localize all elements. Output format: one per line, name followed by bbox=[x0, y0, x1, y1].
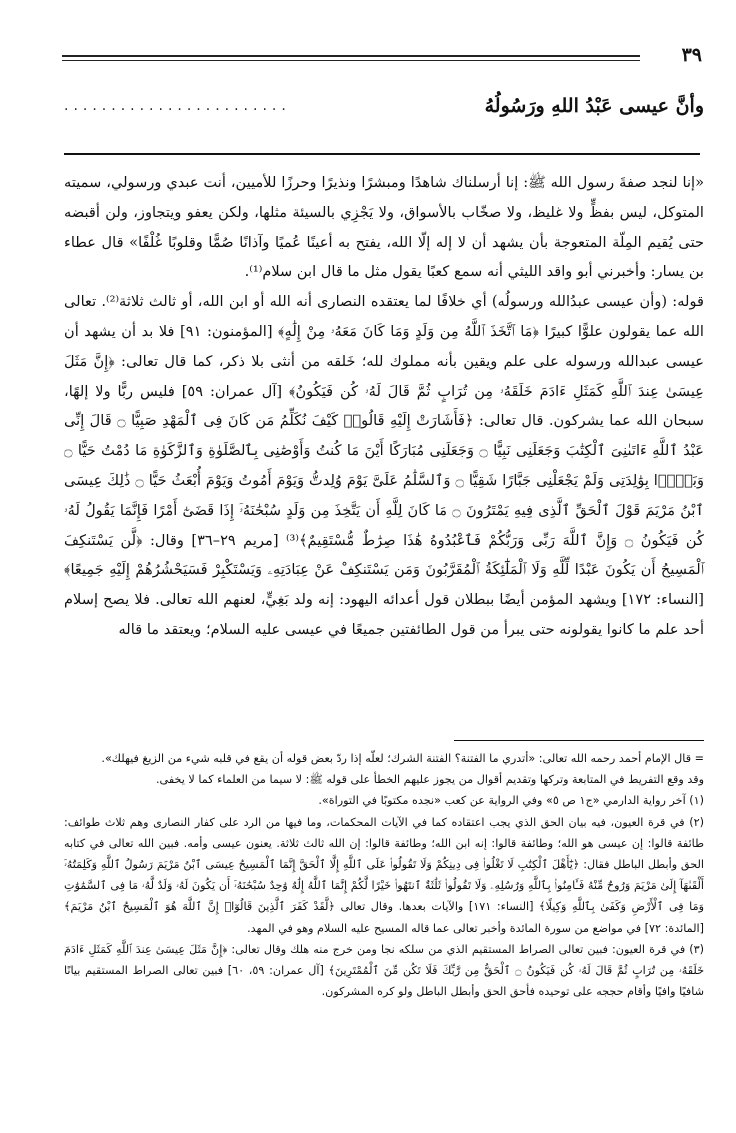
footnote: (١) آخر رواية الدارمي «ج١ ص ٥» وفي الرواية عن كعب «نجده مكتوبًا في التوراة». bbox=[318, 794, 704, 808]
page-header bbox=[62, 38, 702, 72]
footnote: = قال الإمام أحمد رحمه الله تعالى: «أتدري ما الفتنة؟ الفتنة الشرك؛ لعلّه إذا ردّ بعض قوله أن يقع في قلبه شيء من الزيغ فيهلك». bbox=[101, 752, 704, 765]
footnote: وقد وقع التفريط في المتابعة وتركها وتقديم أقوال من يجوز عليهم الخطأ على قوله ﷺ: لا سيما من العلماء كما لا يخفى. bbox=[155, 773, 704, 787]
footnote: (٢) في قرة العيون، فيه بيان الحق الذي يجب اعتقاده كما في الآيات المحكمات، وما فيها من الرد على كفار النصارى وهم ثلاث طوائف: طائفة قالوا: إن عيسى هو الله؛ وطائفة قالوا: إنه ابن الله؛ وطائفة قالوا: إن الله ثالث ثلاثة. يعنون عيسى وأمه. فبين الله تعالى في كتابه الحق وأبطل الباطل فقال: ﴿يَٰٓأَهْلَ ٱلْكِتَٰبِ لَا تَغْلُوا۟ فِى دِينِكُمْ وَلَا تَقُولُوا۟ عَلَى ٱللَّهِ إِلَّا ٱلْحَقَّ إِنَّمَا ٱلْمَسِيحُ عِيسَى ٱبْنُ مَرْيَمَ رَسُولُ ٱللَّهِ وَكَلِمَتُهُۥٓ أَلْقَىٰهَآ إِلَىٰ مَرْيَمَ وَرُوحٌ مِّنْهُ فَـَٔامِنُوا۟ بِٱللَّهِ وَرُسُلِهِۦ وَلَا تَقُولُوا۟ ثَلَٰثَةٌ ٱنتَهُوا۟ خَيْرًا لَّكُمْ إِنَّمَا ٱللَّهُ إِلَٰهٌ وَٰحِدٌ سُبْحَٰنَهُۥٓ أَن يَكُونَ لَهُۥ وَلَدٌ لَّهُۥ مَا فِى ٱلسَّمَٰوَٰتِ وَمَا فِى ٱلْأَرْضِ وَكَفَىٰ بِٱللَّهِ وَكِيلًا﴾ [النساء: ١٧١] والآيات بعدها. وقال تعالى ﴿لَّقَدْ كَفَرَ ٱلَّذِينَ قَالُوٓا۟ إِنَّ ٱللَّهَ هُوَ ٱلْمَسِيحُ ٱبْنُ مَرْيَمَ﴾ [المائدة: ٧٢] في مواضع من سورة المائدة وأخبر تعالى عما قاله المسيح عليه السلام وهو في المهد. bbox=[64, 815, 704, 935]
page-number: ٣٩ bbox=[681, 44, 702, 66]
footnote-divider bbox=[454, 740, 704, 741]
main-text bbox=[64, 168, 704, 645]
paragraph: قوله: (وأن عيسى عبدُالله ورسولُه) أي خلافًا لما يعتقده النصارى أنه الله أو ابن الله، أو ثالث ثلاثة⁽²⁾. تعالى الله عما يقولون علوًّا كبيرًا ﴿مَا ٱتَّخَذَ ٱللَّهُ مِن وَلَدٍ وَمَا كَانَ مَعَهُۥ مِنْ إِلَٰهٍ﴾ [المؤمنون: ٩١] فلا بد أن يشهد أن عيسى عبدالله ورسوله على علم ويقين بأنه مملوك لله؛ خَلقه من أنثى بلا ذكر، كما قال تعالى: ﴿إِنَّ مَثَلَ عِيسَىٰ عِندَ ٱللَّهِ كَمَثَلِ ءَادَمَ خَلَقَهُۥ مِن تُرَابٍ ثُمَّ قَالَ لَهُۥ كُن فَيَكُونُ﴾ [آل عمران: ٥٩] فليس ربًّا ولا إلهًا، سبحان الله عما يشركون. قال تعالى: ﴿فَأَشَارَتْ إِلَيْهِ قَالُوا۟ كَيْفَ نُكَلِّمُ مَن كَانَ فِى ٱلْمَهْدِ صَبِيًّا ۝ قَالَ إِنِّى عَبْدُ ٱللَّهِ ءَاتَىٰنِىَ ٱلْكِتَٰبَ وَجَعَلَنِى نَبِيًّا ۝ وَجَعَلَنِى مُبَارَكًا أَيْنَ مَا كُنتُ وَأَوْصَٰنِى بِٱلصَّلَوٰةِ وَٱلزَّكَوٰةِ مَا دُمْتُ حَيًّا ۝ وَبَرًّۢا بِوَٰلِدَتِى وَلَمْ يَجْعَلْنِى جَبَّارًا شَقِيًّا ۝ وَٱلسَّلَٰمُ عَلَىَّ يَوْمَ وُلِدتُّ وَيَوْمَ أَمُوتُ وَيَوْمَ أُبْعَثُ حَيًّا ۝ ذَٰلِكَ عِيسَى ٱبْنُ مَرْيَمَ قَوْلَ ٱلْحَقِّ ٱلَّذِى فِيهِ يَمْتَرُونَ ۝ مَا كَانَ لِلَّهِ أَن يَتَّخِذَ مِن وَلَدٍ سُبْحَٰنَهُۥٓ إِذَا قَضَىٰٓ أَمْرًا فَإِنَّمَا يَقُولُ لَهُۥ كُن فَيَكُونُ ۝ وَإِنَّ ٱللَّهَ رَبِّى وَرَبُّكُمْ فَٱعْبُدُوهُ هَٰذَا صِرَٰطٌ مُّسْتَقِيمٌ﴾⁽³⁾ [مريم ٢٩–٣٦] وقال: ﴿لَّن يَسْتَنكِفَ ٱلْمَسِيحُ أَن يَكُونَ عَبْدًا لِّلَّهِ وَلَا ٱلْمَلَٰٓئِكَةُ ٱلْمُقَرَّبُونَ وَمَن يَسْتَنكِفْ عَنْ عِبَادَتِهِۦ وَيَسْتَكْبِرْ فَسَيَحْشُرُهُمْ إِلَيْهِ جَمِيعًا﴾ [النساء: ١٧٢] ويشهد المؤمن أيضًا ببطلان قول أعدائه اليهود: إنه ولد بَغِيٍّ، لعنهم الله تعالى. فلا يصح إسلام أحد علم ما كانوا يقولونه حتى يبرأ من قول الطائفتين جميعًا في عيسى عليه السلام؛ ويعتقد ما قاله bbox=[64, 293, 705, 638]
heading-title: وأنَّ عيسى عَبْدُ اللهِ ورَسُولُهُ bbox=[484, 95, 704, 117]
section-heading bbox=[64, 88, 704, 124]
header-rule-thin bbox=[62, 60, 640, 61]
heading-divider bbox=[64, 153, 700, 155]
paragraph: «إنا لنجد صفةَ رسول الله ﷺ: إنا أرسلناك شاهدًا ومبشرًا ونذيرًا وحرزًا للأميين، أنت عبدي ورسولي، سميته المتوكل، ليس بفظٍّ ولا غليظ، ولا صخّاب بالأسواق، ولا يَجْزِي بالسيئة مثلها، ولكن يعفو ويتجاوز، ولن أقبضه حتى يُقيم المِلّة المتعوجة بأن يشهد أن لا إله إلّا الله، يفتح به أعينًا عُميًا وآذانًا صُمًّا وقلوبًا غُلْفًا» قال عطاء بن يسار: وأخبرني أبو واقد الليثي أنه سمع كعبًا يقول مثل ما قال ابن سلام⁽¹⁾. bbox=[64, 174, 704, 281]
header-rule bbox=[62, 55, 640, 57]
footnote: (٣) في قرة العيون: فبين تعالى الصراط المستقيم الذي من سلكه نجا ومن خرج منه هلك وقال تعالى: ﴿إِنَّ مَثَلَ عِيسَىٰ عِندَ ٱللَّهِ كَمَثَلِ ءَادَمَ خَلَقَهُۥ مِن تُرَابٍ ثُمَّ قَالَ لَهُۥ كُن فَيَكُونُ ۝ ٱلْحَقُّ مِن رَّبِّكَ فَلَا تَكُن مِّنَ ٱلْمُمْتَرِينَ﴾ [آل عمران: ٥٩، ٦٠] فبين تعالى الصراط المستقيم بيانًا شافيًا وافيًا وأقام حججه على توحيده فأحق الحق وأبطل الباطل ولو كره المشركون. bbox=[64, 942, 704, 999]
footnotes bbox=[64, 748, 704, 1002]
heading-leader-dots: ........................ bbox=[64, 98, 291, 114]
